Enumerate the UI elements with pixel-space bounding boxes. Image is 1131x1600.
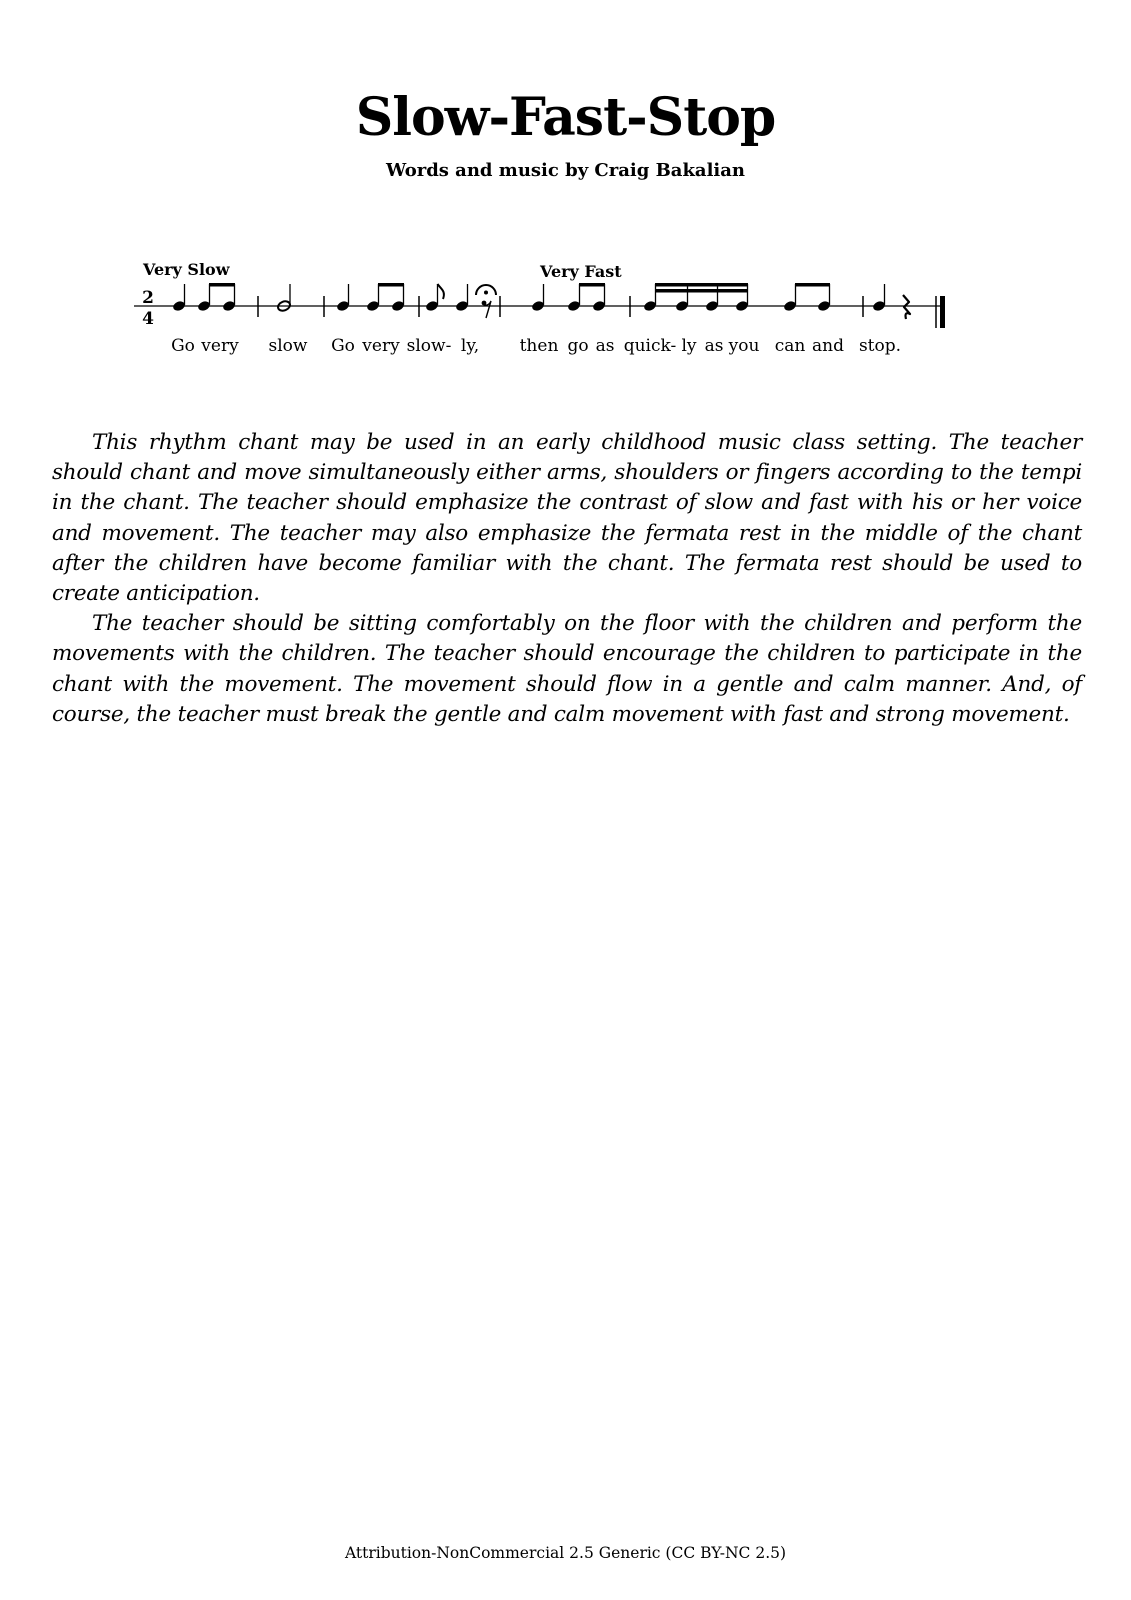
paragraph: This rhythm chant may be used in an early childhood music class setting. The teacher should chant and move simultaneously either arms, shoulders or fingers according to the tempi in the chant. The teacher should emphasize the contrast of slow and fast with his or her voice and movement. The teacher may also emphasize the fermata rest in the middle of the chant after the children have become familiar with the chant. The fermata rest should be used to create anticipation. <box>52 430 1082 607</box>
quarter-note <box>336 284 350 312</box>
lyric-syllable: stop. <box>858 336 902 356</box>
quarter-note <box>455 284 469 312</box>
license-footer: Attribution-NonCommercial 2.5 Generic (CC BY-NC 2.5) <box>344 1544 787 1562</box>
lyric-syllable: Go <box>171 336 195 356</box>
lyric-syllable: very <box>362 336 400 356</box>
quarter-note <box>172 284 186 312</box>
eighth-note <box>425 284 444 312</box>
lyric-syllable: then <box>519 336 559 356</box>
fermata <box>476 285 496 295</box>
eighth-note-pair <box>567 283 606 312</box>
lyric-syllable: quick- <box>623 336 677 356</box>
final-barline-thick <box>940 296 945 328</box>
lyric-syllable: as <box>595 336 615 356</box>
eighth-rest <box>482 301 491 318</box>
song-credits: Words and music by Craig Bakalian <box>385 160 746 181</box>
lyric-syllable: slow <box>268 336 308 356</box>
instructions-text <box>52 428 1082 730</box>
lyric-syllable: you <box>728 336 760 356</box>
lyric-syllable: and <box>812 336 844 356</box>
lyric-syllable: ly, <box>460 336 480 356</box>
rhythm-staff <box>0 0 1131 400</box>
quarter-rest <box>903 295 910 319</box>
paragraph: The teacher should be sitting comfortably on the floor with the children and perform the movements with the children. The teacher should encourage the children to participate in the chant with the movement. The movement should flow in a gentle and calm manner. And, of course, the teacher must break the gentle and calm movement with fast and strong movement. <box>52 611 1082 727</box>
eighth-note-pair <box>366 283 405 312</box>
eighth-note-pair <box>783 283 831 312</box>
time-signature-bottom: 4 <box>142 309 154 329</box>
quarter-note <box>531 284 545 312</box>
song-title: Slow-Fast-Stop <box>355 87 776 148</box>
half-note <box>277 284 292 312</box>
quarter-note <box>872 284 886 312</box>
time-signature-top: 2 <box>142 288 154 308</box>
tempo-marking-very-slow: Very Slow <box>143 260 230 279</box>
tempo-marking-very-fast: Very Fast <box>540 262 622 281</box>
eighth-note-pair <box>197 283 236 312</box>
lyric-syllable: as <box>704 336 724 356</box>
lyric-syllable: Go <box>331 336 355 356</box>
sixteenth-note-group <box>643 283 749 312</box>
lyric-syllable: slow- <box>406 336 452 356</box>
lyric-syllable: very <box>201 336 239 356</box>
lyric-syllable: ly <box>681 336 697 356</box>
lyric-syllable: can <box>774 336 806 356</box>
lyric-syllable: go <box>567 336 589 356</box>
